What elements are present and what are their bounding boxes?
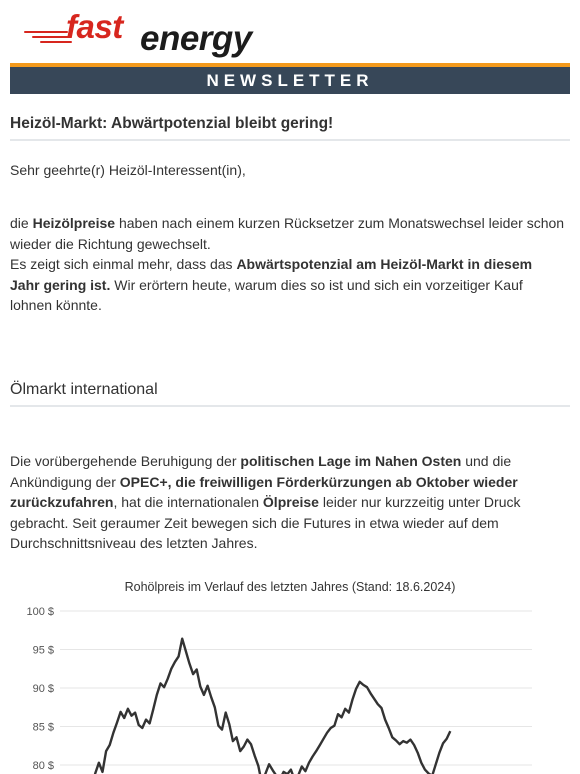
price-series-line [88,639,450,774]
text-run: Die vorübergehende Beruhigung der [10,453,241,469]
bold-run: Heizölpreise [32,215,116,231]
y-tick-label: 100 $ [26,606,54,618]
article-headline: Heizöl-Markt: Abwärtpotenzial bleibt gering! [10,115,570,141]
y-tick-label: 90 $ [32,683,54,695]
text-run: leider nur kurzzeitig unter Druck gebracht. Seit geraumer Zeit bewegen sich die Futures in etwa wieder auf dem Durchschnittsniveau des letzten Jahres. [10,494,521,551]
logo-text-fast: fast [66,8,123,45]
text-run: und die Ankündigung der [10,453,512,490]
logo-speed-line [24,31,68,33]
market-paragraph [10,451,565,554]
text-run: die [10,215,33,231]
chart-title: Rohölpreis im Verlauf des letzten Jahres (Stand: 18.6.2024) [124,580,456,594]
newsletter-label: NEWSLETTER [206,71,374,90]
logo-speed-line [32,36,70,38]
newsletter-banner [10,63,570,94]
text-run: , hat die internationalen [113,494,263,510]
text-run: Es zeigt sich einmal mehr, dass das [10,256,237,272]
bold-run: Ölpreise [262,494,319,510]
y-tick-label: 95 $ [32,644,54,657]
y-tick-label: 80 $ [32,760,54,772]
bold-run: OPEC+, die freiwilligen Förderkürzungen ab Oktober wieder zurückzufahren [10,473,518,510]
y-tick-label: 85 $ [32,721,54,734]
section-title: Ölmarkt international [10,381,570,407]
greeting-text: Sehr geehrte(r) Heizöl-Interessent(in), [10,162,246,178]
bold-run: politischen Lage im Nahen Osten [240,453,462,469]
bold-run: Abwärtspotenzial am Heizöl-Markt in diesem Jahr gering ist. [10,256,533,293]
intro-paragraph [10,213,565,316]
fastenergy-logo [22,10,312,60]
oil-price-chart [0,598,580,774]
text-run: haben nach einem kurzen Rücksetzer zum Monatswechsel leider schon wieder die Richtung gewechselt. [10,215,565,252]
text-run: Wir erörtern heute, warum dies so ist und sich ein vorzeitiger Kauf lohnen könnte. [10,276,523,313]
logo-text-energy: energy [140,19,252,58]
